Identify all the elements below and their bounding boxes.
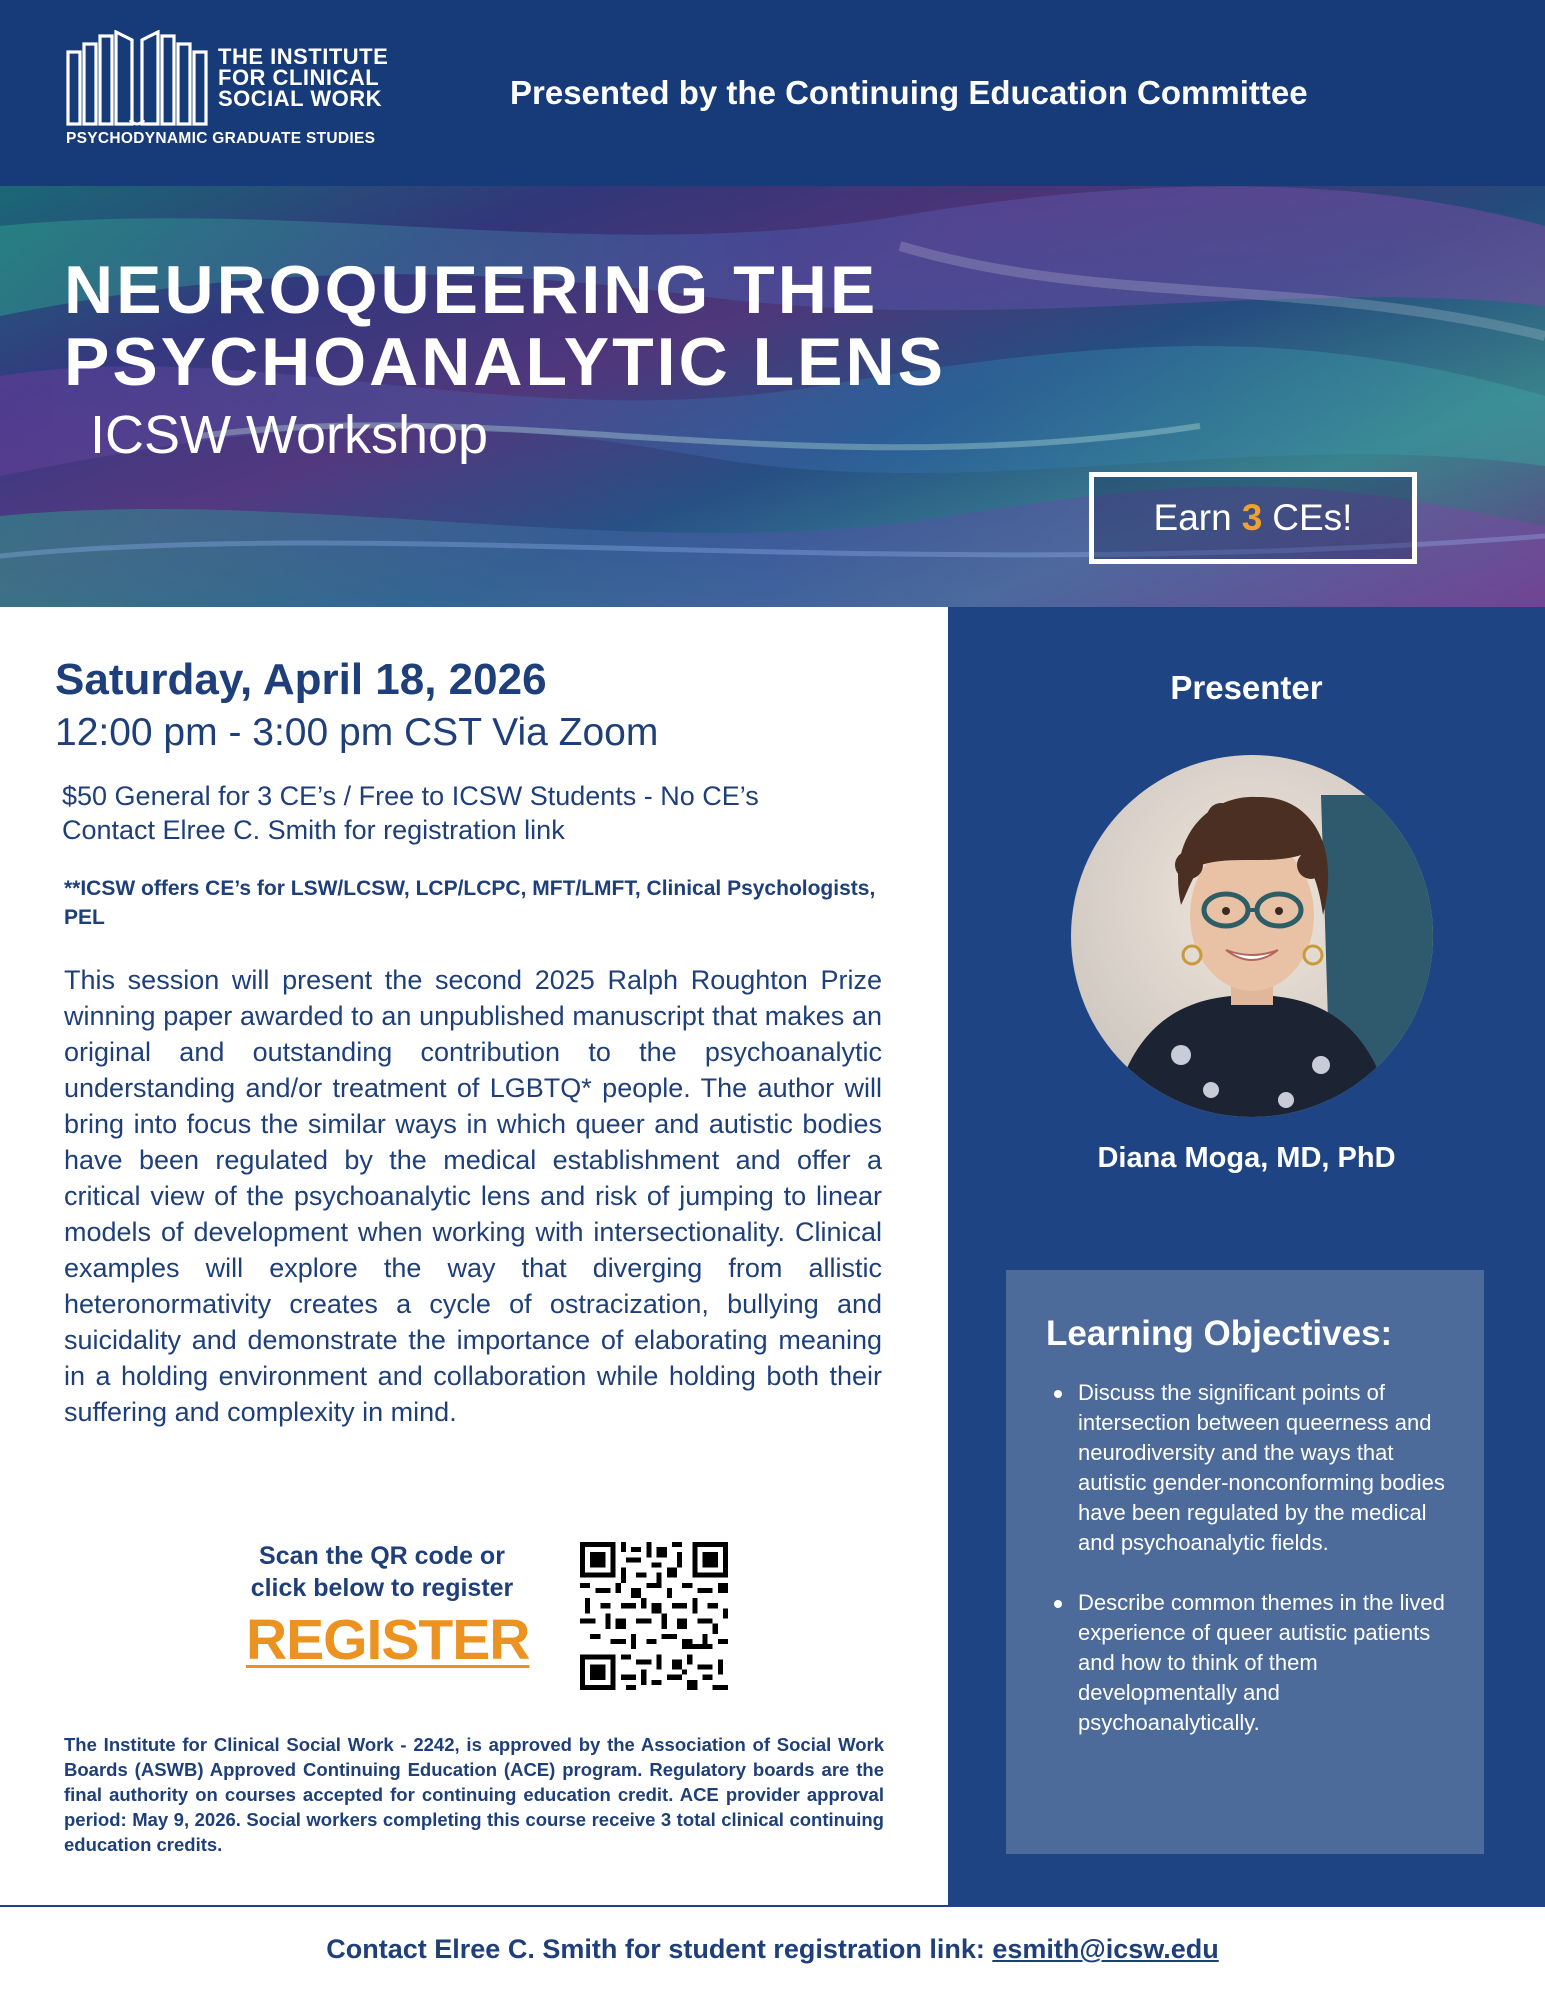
objective-item [1046,1588,1454,1738]
logo-line-1: THE INSTITUTE [218,44,389,69]
register-link[interactable]: REGISTER [246,1608,530,1672]
objective-item [1046,1378,1454,1558]
hero-banner [0,186,1545,607]
title-line-1: NEUROQUEERING THE [64,252,879,328]
footer-text: Contact Elree C. Smith for student registration link: [326,1934,993,1964]
footer-divider [0,1905,1545,1907]
pricing-info [62,779,759,847]
event-details-column [0,607,948,1905]
presenter-name: Diana Moga, MD, PhD [1097,1142,1396,1174]
qr-code[interactable] [580,1542,728,1690]
open-book-icon [64,30,210,128]
contact-email-link[interactable]: esmith@icsw.edu [992,1934,1219,1964]
logo-line-3: SOCIAL WORK [218,86,382,111]
workshop-subtitle: ICSW Workshop [90,405,489,465]
earn-ce-badge [1089,472,1417,564]
ce-prefix: Earn [1153,497,1232,538]
ace-approval-statement: The Institute for Clinical Social Work - 2242, is approved by the Association of Social Work Boards (ASWB) Approved Continuing Education (ACE) program. Regulatory boards are the final authority on courses accepted for continuing education credit. ACE provider approval period: May 9, 2026. Social workers completing this course receive 3 total clinical continuing education credits. [64,1734,884,1855]
objectives-list [1046,1378,1454,1738]
event-date: Saturday, April 18, 2026 [55,655,547,704]
objective-text: Discuss the significant points of intersection between queerness and neurodiversity and the ways that autistic gender-nonconforming bodies have been regulated by the medical and psychoanalytic fields. [1078,1380,1445,1555]
objective-text: Describe common themes in the lived experience of queer autistic patients and how to think of them developmentally and psychoanalytically. [1078,1590,1445,1735]
logo-tagline: PSYCHODYNAMIC GRADUATE STUDIES [66,130,376,147]
workshop-title [64,254,946,398]
event-time: 12:00 pm - 3:00 pm CST Via Zoom [55,711,659,754]
ce-suffix: CEs! [1272,497,1353,538]
scan-line-1: Scan the QR code or [259,1542,505,1570]
price-line: $50 General for 3 CE’s / Free to ICSW Students - No CE’s [62,781,759,811]
institute-logo[interactable] [64,30,414,160]
scan-line-2: click below to register [250,1574,514,1602]
scan-instructions [212,1540,552,1604]
ce-number: 3 [1241,497,1263,538]
session-description: This session will present the second 2025 Ralph Roughton Prize winning paper awarded to an unpublished manuscript that makes an original and outstanding contribution to the psychoanalytic understanding and/or treatment of LGBTQ* people. The author will bring into focus the similar ways in which queer and autistic bodies have been regulated by the medical establishment and offer a critical view of the psychoanalytic lens and risk of jumping to linear models of development when working with intersectionality. Clinical examples will explore the way that diverging from allistic heteronormativity creates a cycle of ostracization, bullying and suicidality and demonstrate the importance of elaborating meaning in a holding environment and collaboration while holding both their suffering and complexity in mind. [64,965,882,1427]
learning-objectives-panel [1006,1270,1484,1854]
presenter-photo [1071,755,1433,1117]
ce-offer-note: **ICSW offers CE’s for LSW/LCSW, LCP/LCPC, MFT/LMFT, Clinical Psychologists, PEL [64,877,876,929]
logo-wordmark [218,46,388,109]
presenter-heading: Presenter [1170,669,1323,706]
logo-line-2: FOR CLINICAL [218,65,380,90]
bullet-icon [1054,1600,1062,1608]
presenter-column [948,607,1545,1905]
footer-contact [0,1934,1545,1965]
presented-by-heading: Presented by the Continuing Education Committee [510,74,1308,111]
top-header [0,0,1545,186]
contact-line: Contact Elree C. Smith for registration link [62,815,565,845]
bullet-icon [1054,1390,1062,1398]
objectives-heading: Learning Objectives: [1046,1314,1393,1353]
title-line-2: PSYCHOANALYTIC LENS [64,324,946,400]
